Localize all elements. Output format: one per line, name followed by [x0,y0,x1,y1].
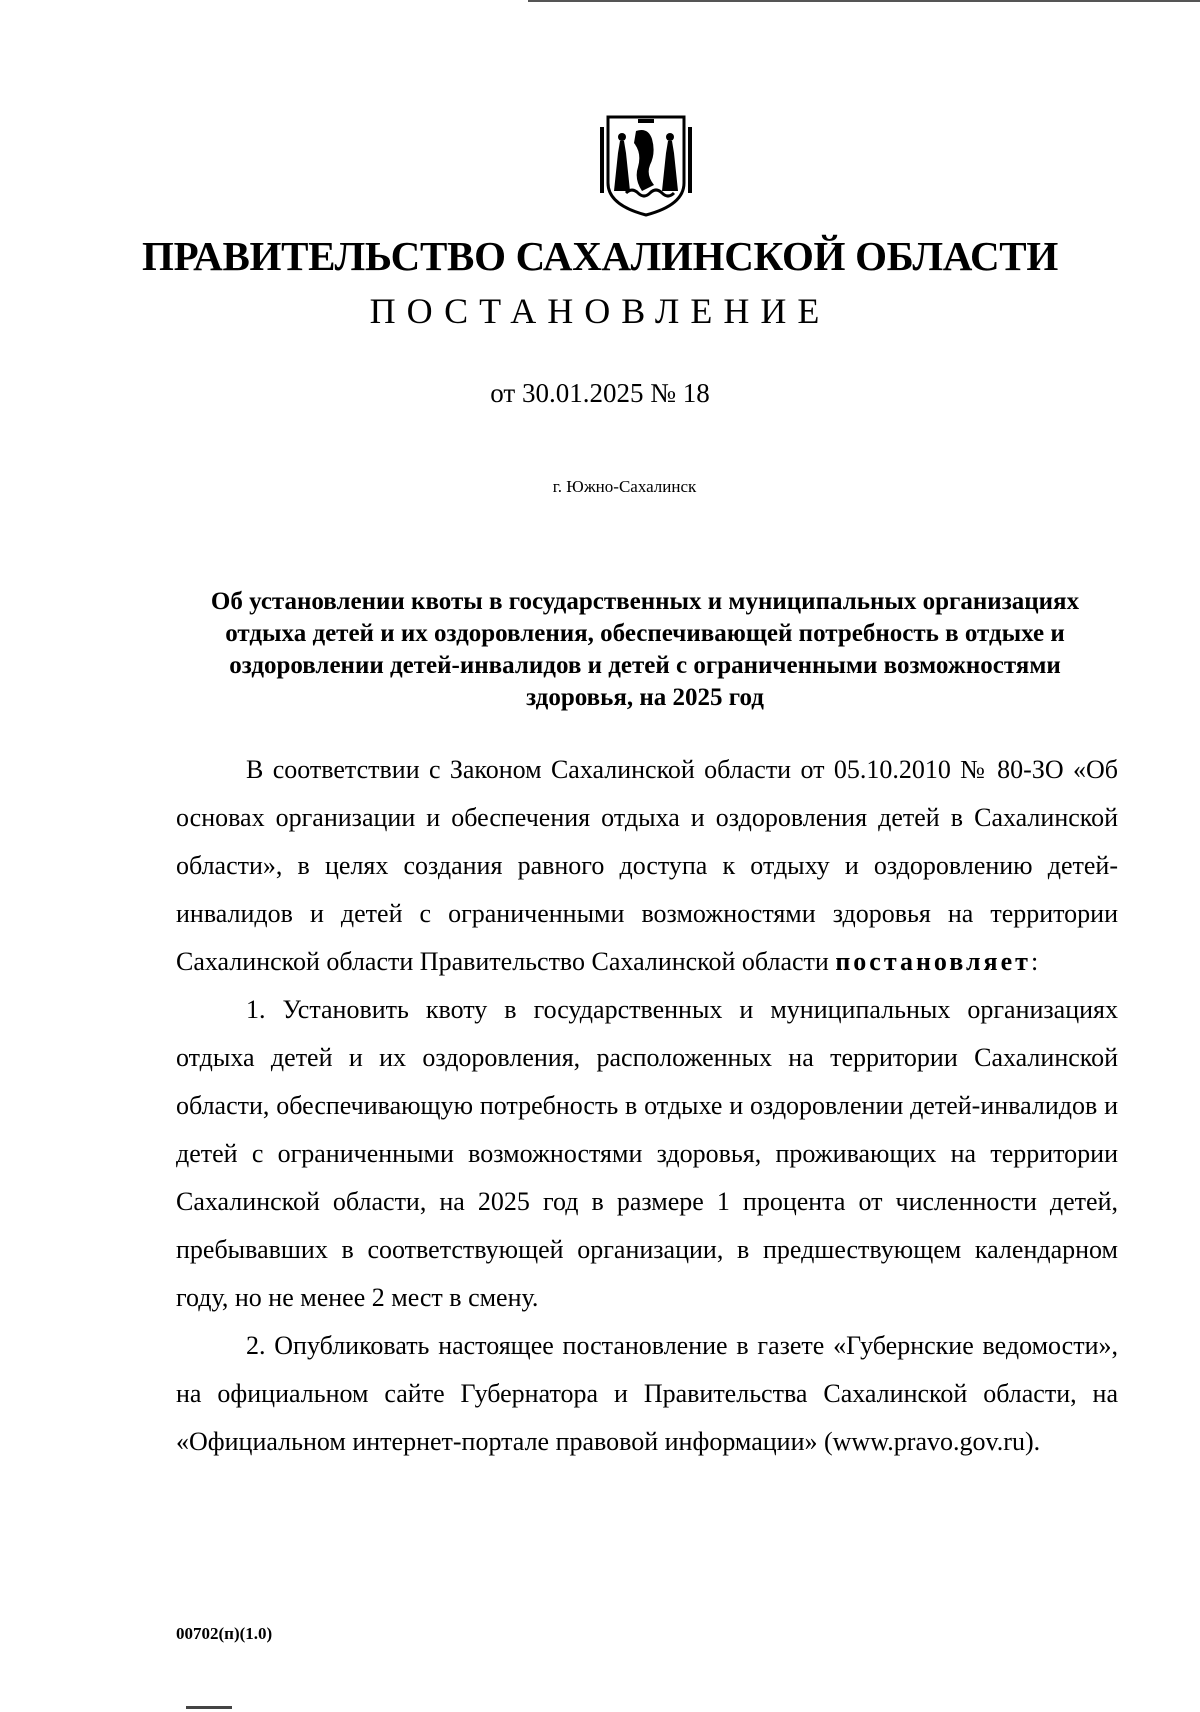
item-2-paragraph: 2. Опубликовать настоящее постановление в газете «Губернские ведомости», на официальном сайте Губернатора и Правительства Сахалинской области, на «Официальном интернет-портале правовой информации» (www.pravo.gov.ru). [176,1331,1118,1456]
decree-word: постановляет [835,947,1031,976]
item-1-paragraph: 1. Установить квоту в государственных и муниципальных организациях отдыха детей и их оздоровления, расположенных на территории Сахалинской области, обеспечивающую потребность в отдыхе и оздоровлении детей-инвалидов и детей с ограниченными возможностями здоровья, проживающих на территории Сахалинской области, на 2025 год в размере 1 процента от численности детей, пребывавших в соответствующей организации, в предшествующем календарном году, но не менее 2 мест в смену. [176,995,1118,1312]
organization-title: ПРАВИТЕЛЬСТВО САХАЛИНСКОЙ ОБЛАСТИ [142,233,1058,279]
top-edge-line [528,0,1200,2]
preamble-text: В соответствии с Законом Сахалинской области от 05.10.2010 № 80-ЗО «Об основах организации и обеспечения отдыха и оздоровления детей в Сахалинской области», в целях создания равного доступа к отдыху и оздоровлению детей-инвалидов и детей с ограниченными возможностями здоровья на территории Сахалинской области Правительство Сахалинской области [176,755,1118,976]
document-body [176,746,1118,1466]
decree-colon: : [1030,947,1039,976]
footer-form-code: 00702(п)(1.0) [176,1624,273,1643]
sakhalin-coat-of-arms-icon [598,113,694,217]
preamble-paragraph [176,746,1118,986]
document-date-number: от 30.01.2025 № 18 [490,378,710,408]
issue-city: г. Южно-Сахалинск [552,477,697,496]
bottom-edge-mark [186,1706,232,1709]
document-type: ПОСТАНОВЛЕНИЕ [369,291,831,331]
document-subject: Об установлении квоты в государственных и муниципальных организациях отдыха детей и их оздоровления, обеспечивающей потребность в отдыхе и оздоровлении детей-инвалидов и детей с ограниченными возможностями здоровья, на 2025 год [210,588,1080,711]
